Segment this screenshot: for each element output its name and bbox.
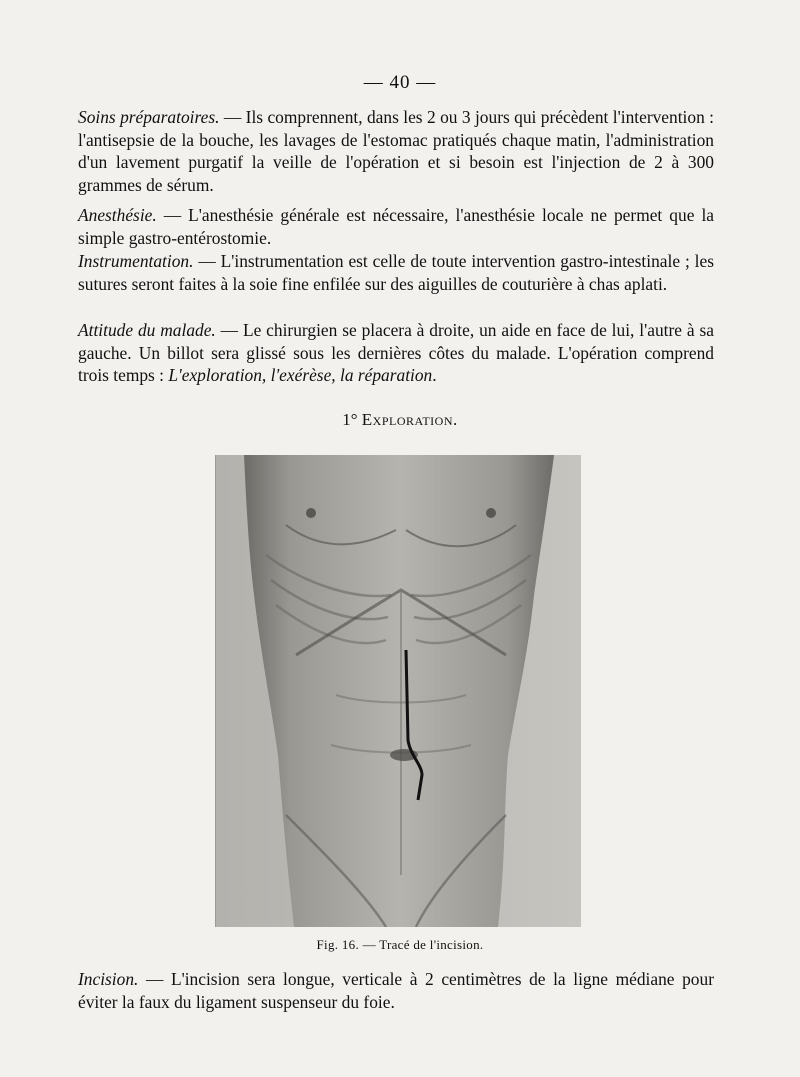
- torso-drawing: [216, 455, 581, 927]
- paragraph-text: — L'instrumentation est celle de toute intervention gastro-intestinale ; les sutures seront faites à la soie fine enfilée sur des aiguilles de couturière à chas aplati.: [78, 251, 714, 294]
- section-heading: [0, 410, 800, 430]
- paragraph-incision: [78, 968, 714, 1013]
- paragraph-lead: Soins préparatoires.: [78, 107, 220, 127]
- paragraph-text: — Ils comprennent, dans les 2 ou 3 jours qui précèdent l'intervention : l'antisepsie de la bouche, les lavages de l'estomac pratiqués chaque matin, l'administration d'un lavement purgatif la veille de l'opération et si besoin est l'injection de 2 à 300 grammes de sérum.: [78, 107, 715, 195]
- paragraph-lead: Anesthésie.: [78, 205, 157, 225]
- operation-steps: L'exploration, l'exérèse, la réparation: [168, 365, 433, 385]
- paragraph-instrumentation: [78, 250, 714, 295]
- paragraph-attitude: [78, 319, 714, 387]
- section-title: Exploration.: [361, 410, 458, 429]
- paragraph-text: — Le chirurgien se placera à droite, un aide en face de lui, l'autre à sa gauche. Un billot sera glissé sous les dernières côtes du malade. L'opération comprend trois temps :: [78, 320, 714, 385]
- page-number: — 40 —: [363, 72, 437, 93]
- paragraph-lead: Attitude du malade.: [78, 320, 216, 340]
- paragraph-lead: Instrumentation.: [78, 251, 194, 271]
- figure-torso-illustration: [215, 455, 581, 927]
- paragraph-text: — L'incision sera longue, verticale à 2 centimètres de la ligne médiane pour éviter la faux du ligament suspenseur du foie.: [78, 969, 714, 1012]
- paragraph-lead: Incision.: [78, 969, 139, 989]
- section-number: 1°: [342, 410, 358, 429]
- figure-caption: Fig. 16. — Tracé de l'incision.: [316, 937, 484, 952]
- paragraph-soins: [78, 106, 714, 196]
- paragraph-anesthesie: [78, 204, 714, 249]
- paragraph-text: — L'anesthésie générale est nécessaire, l'anesthésie locale ne permet que la simple gastro-entérostomie.: [78, 205, 714, 248]
- paragraph-end: .: [432, 365, 437, 385]
